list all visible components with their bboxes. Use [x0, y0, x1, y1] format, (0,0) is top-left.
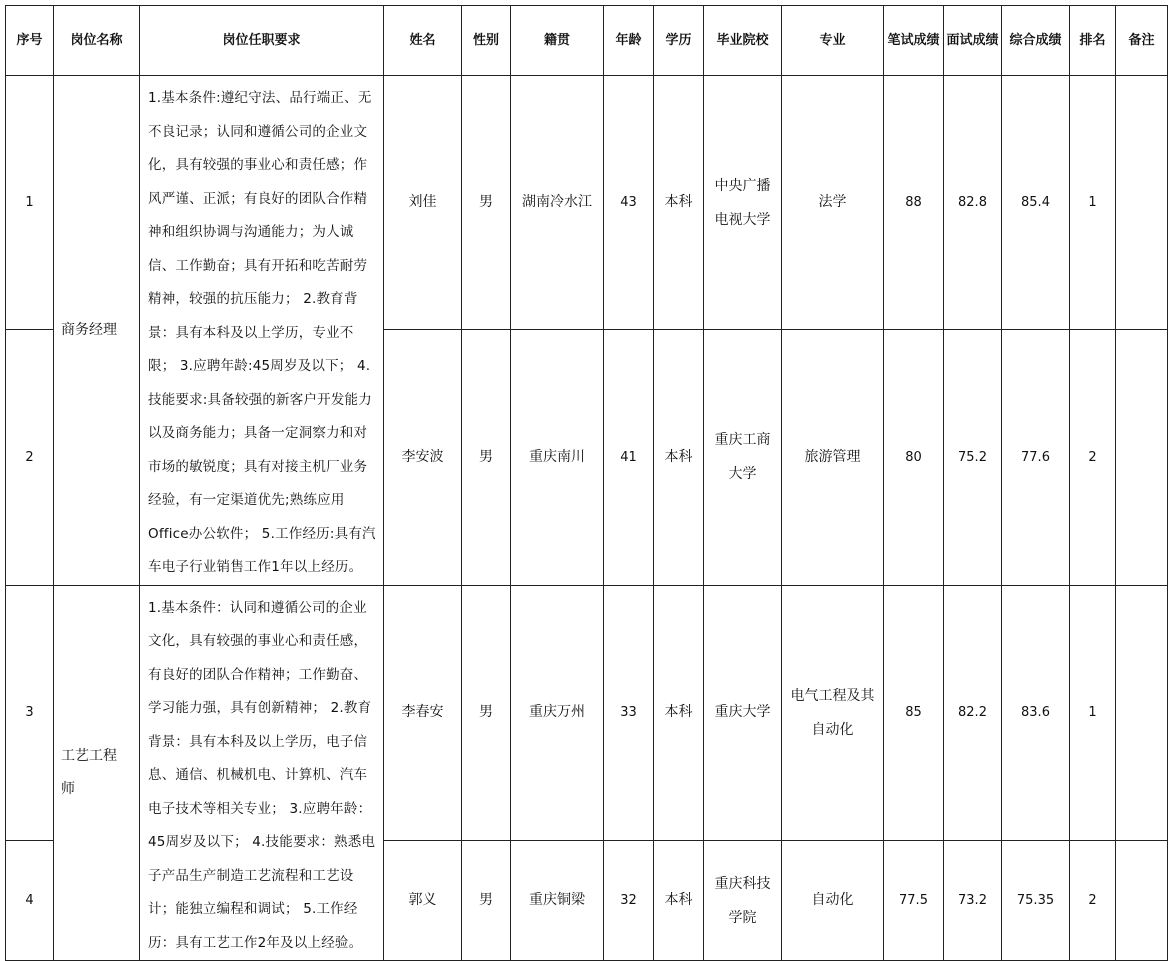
cell-age: 43 — [604, 76, 654, 330]
header-written-score: 笔试成绩 — [884, 6, 944, 76]
header-name: 姓名 — [384, 6, 462, 76]
cell-remark — [1116, 330, 1168, 585]
results-table — [5, 5, 1168, 961]
header-row — [6, 6, 1168, 76]
cell-hometown: 湖南冷水江 — [511, 76, 604, 330]
cell-age: 41 — [604, 330, 654, 585]
cell-written-score: 77.5 — [884, 841, 944, 961]
cell-age: 32 — [604, 841, 654, 961]
cell-interview-score: 82.2 — [944, 585, 1002, 841]
cell-education: 本科 — [654, 585, 704, 841]
cell-seq: 1 — [6, 76, 54, 330]
header-age: 年龄 — [604, 6, 654, 76]
header-interview-score: 面试成绩 — [944, 6, 1002, 76]
cell-remark — [1116, 585, 1168, 841]
cell-gender: 男 — [462, 76, 511, 330]
cell-rank: 1 — [1070, 585, 1116, 841]
cell-interview-score: 75.2 — [944, 330, 1002, 585]
header-hometown: 籍贯 — [511, 6, 604, 76]
cell-major: 自动化 — [782, 841, 884, 961]
cell-position: 商务经理 — [54, 76, 140, 586]
cell-seq: 2 — [6, 330, 54, 585]
cell-name: 李安波 — [384, 330, 462, 585]
cell-education: 本科 — [654, 330, 704, 585]
header-major: 专业 — [782, 6, 884, 76]
cell-interview-score: 82.8 — [944, 76, 1002, 330]
header-total-score: 综合成绩 — [1002, 6, 1070, 76]
cell-name: 郭义 — [384, 841, 462, 961]
cell-name: 李春安 — [384, 585, 462, 841]
cell-gender: 男 — [462, 585, 511, 841]
cell-gender: 男 — [462, 330, 511, 585]
cell-remark — [1116, 841, 1168, 961]
cell-written-score: 80 — [884, 330, 944, 585]
header-requirements: 岗位任职要求 — [140, 6, 384, 76]
cell-school: 重庆科技学院 — [704, 841, 782, 961]
cell-rank: 1 — [1070, 76, 1116, 330]
cell-school: 重庆工商大学 — [704, 330, 782, 585]
cell-hometown: 重庆南川 — [511, 330, 604, 585]
cell-total-score: 83.6 — [1002, 585, 1070, 841]
cell-seq: 3 — [6, 585, 54, 841]
cell-name: 刘佳 — [384, 76, 462, 330]
cell-major: 法学 — [782, 76, 884, 330]
cell-total-score: 77.6 — [1002, 330, 1070, 585]
cell-rank: 2 — [1070, 330, 1116, 585]
cell-remark — [1116, 76, 1168, 330]
cell-major: 电气工程及其自动化 — [782, 585, 884, 841]
cell-requirements: 1.基本条件:遵纪守法、品行端正、无不良记录；认同和遵循公司的企业文化，具有较强的事业心和责任感；作风严谨、正派；有良好的团队合作精神和组织协调与沟通能力；为人诚信、工作勤奋；具有开拓和吃苦耐劳精神，较强的抗压能力； 2.教育背景：具有本科及以上学历，专业不限； 3.应聘年龄:45周岁及以下； 4.技能要求:具备较强的新客户开发能力以及商务能力；具备一定洞察力和对市场的敏锐度；具有对接主机厂业务经验，有一定渠道优先;熟练应用Office办公软件； 5.工作经历:具有汽车电子行业销售工作1年以上经历。 — [140, 76, 384, 586]
header-school: 毕业院校 — [704, 6, 782, 76]
cell-written-score: 85 — [884, 585, 944, 841]
header-education: 学历 — [654, 6, 704, 76]
cell-hometown: 重庆万州 — [511, 585, 604, 841]
cell-rank: 2 — [1070, 841, 1116, 961]
header-position: 岗位名称 — [54, 6, 140, 76]
cell-hometown: 重庆铜梁 — [511, 841, 604, 961]
cell-school: 重庆大学 — [704, 585, 782, 841]
cell-age: 33 — [604, 585, 654, 841]
header-rank: 排名 — [1070, 6, 1116, 76]
cell-total-score: 75.35 — [1002, 841, 1070, 961]
cell-total-score: 85.4 — [1002, 76, 1070, 330]
cell-education: 本科 — [654, 76, 704, 330]
cell-interview-score: 73.2 — [944, 841, 1002, 961]
header-gender: 性别 — [462, 6, 511, 76]
cell-written-score: 88 — [884, 76, 944, 330]
table-row — [6, 76, 1168, 330]
table-row — [6, 585, 1168, 841]
cell-seq: 4 — [6, 841, 54, 961]
cell-major: 旅游管理 — [782, 330, 884, 585]
cell-position: 工艺工程师 — [54, 585, 140, 961]
header-seq: 序号 — [6, 6, 54, 76]
cell-education: 本科 — [654, 841, 704, 961]
cell-school: 中央广播电视大学 — [704, 76, 782, 330]
cell-gender: 男 — [462, 841, 511, 961]
header-remark: 备注 — [1116, 6, 1168, 76]
cell-requirements: 1.基本条件：认同和遵循公司的企业文化，具有较强的事业心和责任感，有良好的团队合作精神；工作勤奋、学习能力强，具有创新精神； 2.教育背景：具有本科及以上学历，电子信息、通信、机械机电、计算机、汽车电子技术等相关专业； 3.应聘年龄：45周岁及以下； 4.技能要求：熟悉电子产品生产制造工艺流程和工艺设计；能独立编程和调试； 5.工作经历：具有工艺工作2年及以上经验。 — [140, 585, 384, 961]
